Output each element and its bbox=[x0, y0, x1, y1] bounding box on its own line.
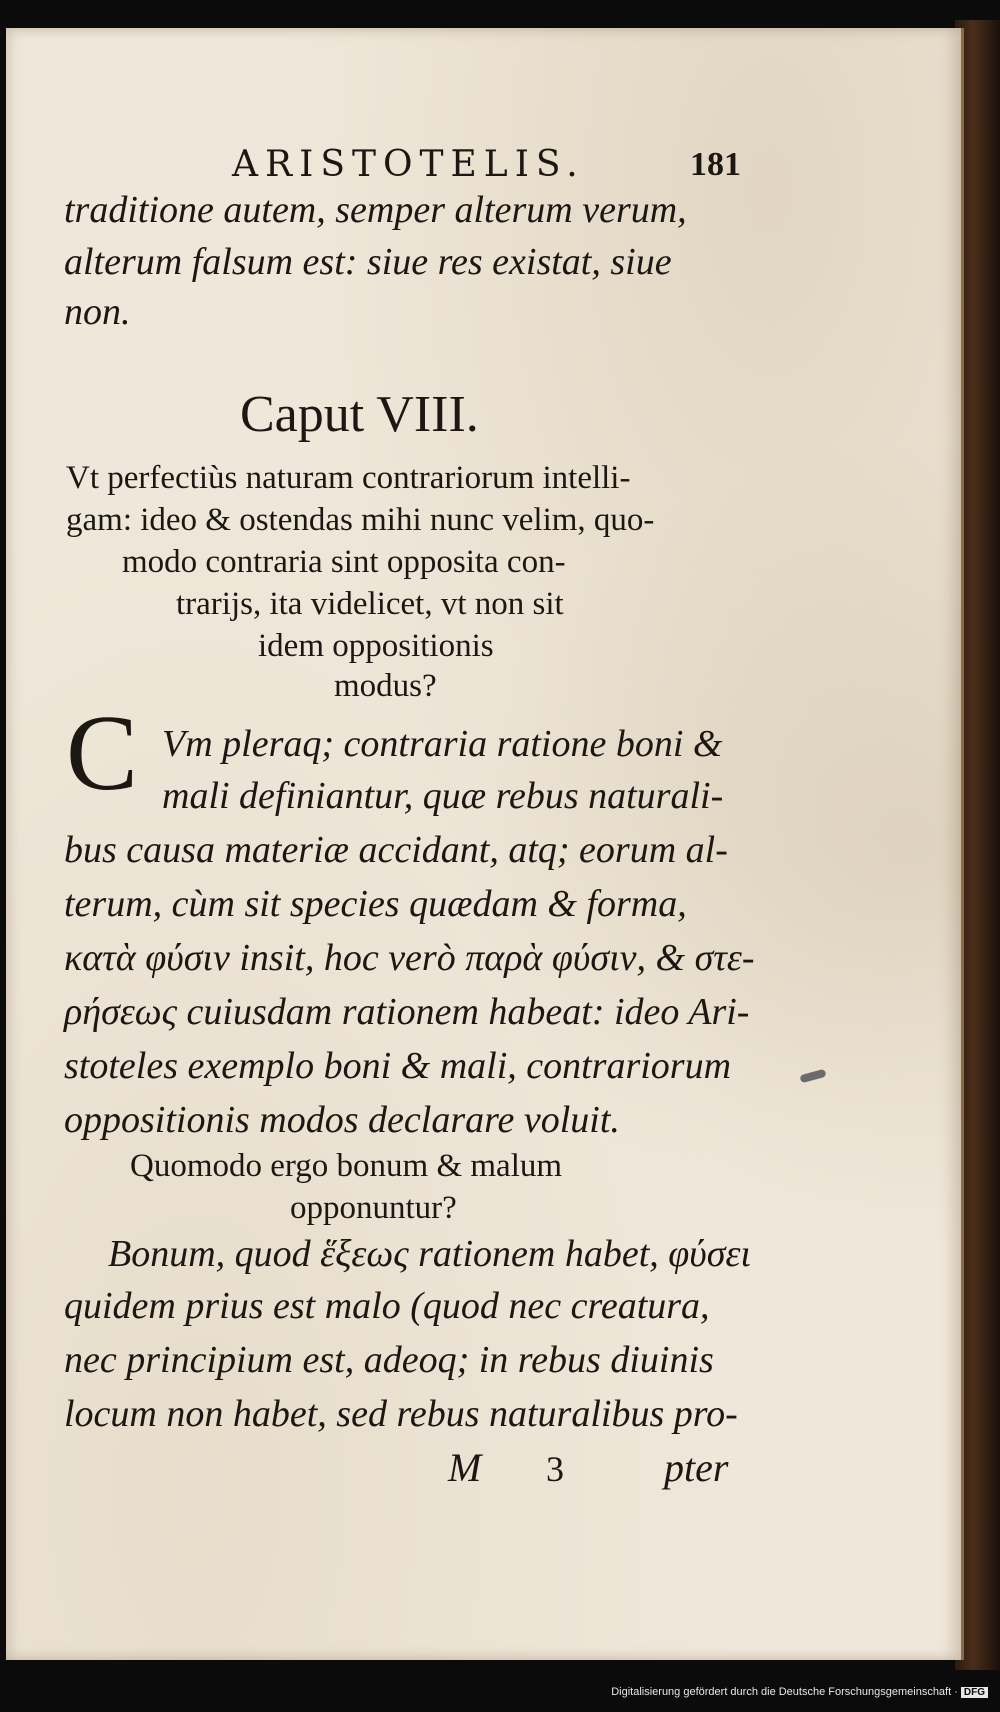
text-line: alterum falsum est: siue res existat, siue bbox=[64, 241, 672, 283]
question-line: Vt perfectiùs naturam contrariorum intelli- bbox=[66, 460, 631, 496]
catchword: pter bbox=[664, 1445, 729, 1490]
text-line: traditione autem, semper alterum verum, bbox=[64, 189, 687, 231]
text-line: Vm pleraq; contraria ratione boni & bbox=[162, 723, 723, 765]
text-line: oppositionis modos declarare voluit. bbox=[64, 1099, 620, 1141]
question-line: gam: ideo & ostendas mihi nunc velim, quo- bbox=[66, 502, 655, 538]
text-line: ρήσεως cuiusdam rationem habeat: ideo Ari- bbox=[64, 991, 750, 1033]
running-head: ARISTOTELIS. bbox=[232, 144, 585, 185]
question-line: opponuntur? bbox=[290, 1190, 457, 1226]
text-line: stoteles exemplo boni & mali, contrariorum bbox=[64, 1045, 732, 1087]
text-line: quidem prius est malo (quod nec creatura, bbox=[64, 1285, 710, 1327]
chapter-heading: Caput VIII. bbox=[240, 386, 479, 443]
page-number: 181 bbox=[690, 146, 741, 183]
text-line: Bonum, quod ἕξεως rationem habet, φύσει bbox=[108, 1233, 751, 1275]
text-line: κατὰ φύσιν insit, hoc verò παρὰ φύσιν, & στε- bbox=[64, 937, 755, 979]
signature-mark: M bbox=[448, 1445, 482, 1490]
question-line: Quomodo ergo bonum & malum bbox=[130, 1148, 563, 1184]
funding-credit bbox=[611, 1686, 988, 1698]
dfg-logo: DFG bbox=[961, 1687, 988, 1698]
question-line: idem oppositionis bbox=[258, 628, 494, 664]
text-line: bus causa materiæ accidant, atq; eorum al- bbox=[64, 829, 728, 871]
text-line: mali definiantur, quæ rebus naturali- bbox=[162, 775, 724, 817]
credit-text: Digitalisierung gefördert durch die Deutsche Forschungsgemeinschaft · bbox=[611, 1686, 958, 1698]
question-line: modo contraria sint opposita con- bbox=[122, 544, 566, 580]
question-line: modus? bbox=[334, 668, 437, 704]
signature-number: 3 bbox=[546, 1449, 564, 1489]
text-line: locum non habet, sed rebus naturalibus pro- bbox=[64, 1393, 738, 1435]
text-line: terum, cùm sit species quædam & forma, bbox=[64, 883, 687, 925]
question-line: trarijs, ita videlicet, vt non sit bbox=[176, 586, 564, 622]
text-line: nec principium est, adeoq; in rebus diuinis bbox=[64, 1339, 714, 1381]
drop-initial: C bbox=[66, 694, 139, 813]
text-line: non. bbox=[64, 291, 131, 333]
